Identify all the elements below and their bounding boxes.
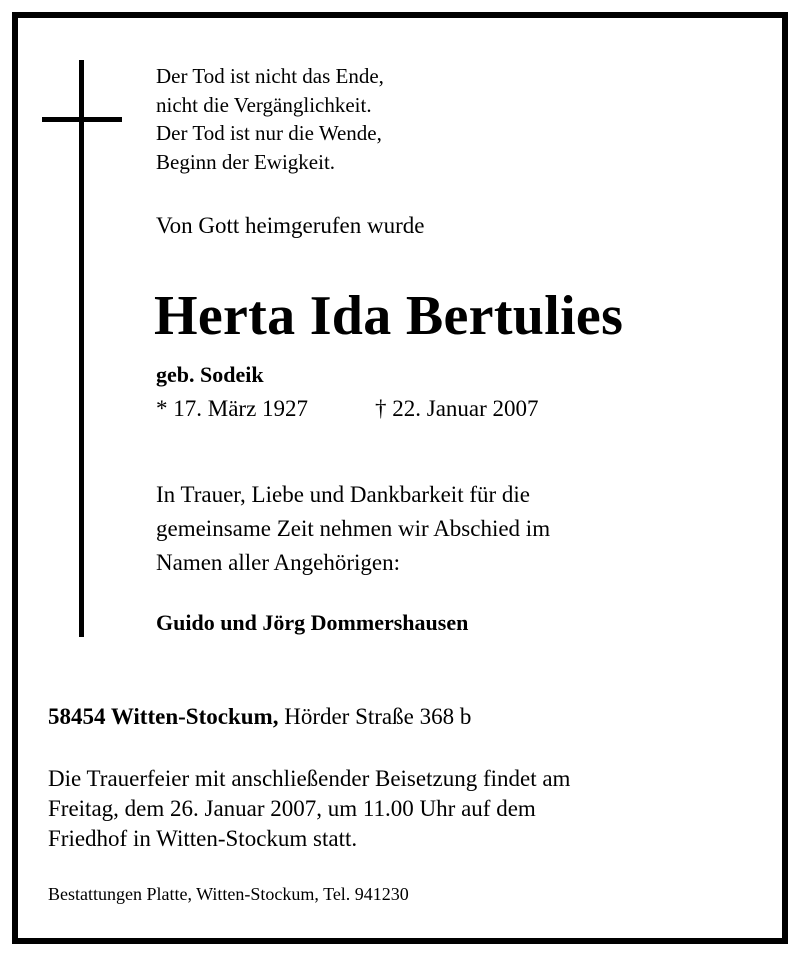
birth-date: * 17. März 1927 <box>156 396 309 421</box>
mourning-line: In Trauer, Liebe und Dankbarkeit für die <box>156 482 530 507</box>
poem-line: Der Tod ist nicht das Ende, <box>156 64 384 88</box>
ceremony-line: Freitag, dem 26. Januar 2007, um 11.00 Uhr auf dem <box>48 796 536 821</box>
ceremony-notice <box>48 764 570 854</box>
mourning-text <box>156 478 550 580</box>
poem-line: nicht die Vergänglichkeit. <box>156 92 372 117</box>
signers: Guido und Jörg Dommershausen <box>156 610 469 635</box>
birth-name: geb. Sodeik <box>156 362 264 387</box>
poem-line: Beginn der Ewigkeit. <box>156 149 336 174</box>
death-date: † 22. Januar 2007 <box>375 396 539 421</box>
address <box>48 704 471 730</box>
address-city: 58454 Witten-Stockum, <box>48 704 279 729</box>
mourning-line: gemeinsame Zeit nehmen wir Abschied im <box>156 516 551 541</box>
cross-icon <box>79 60 84 637</box>
life-dates <box>156 396 539 422</box>
called-home-text: Von Gott heimgerufen wurde <box>156 213 425 238</box>
ceremony-line: Friedhof in Witten-Stockum statt. <box>48 826 358 851</box>
deceased-name: Herta Ida Bertulies <box>154 285 624 347</box>
poem <box>156 62 384 176</box>
undertaker-info: Bestattungen Platte, Witten-Stockum, Tel. 941230 <box>48 884 409 904</box>
address-street: Hörder Straße 368 b <box>284 704 472 729</box>
cross-icon-bar <box>42 117 122 122</box>
mourning-line: Namen aller Angehörigen: <box>156 550 400 575</box>
ceremony-line: Die Trauerfeier mit anschließender Beisetzung findet am <box>48 766 571 791</box>
poem-line: Der Tod ist nur die Wende, <box>156 121 382 145</box>
